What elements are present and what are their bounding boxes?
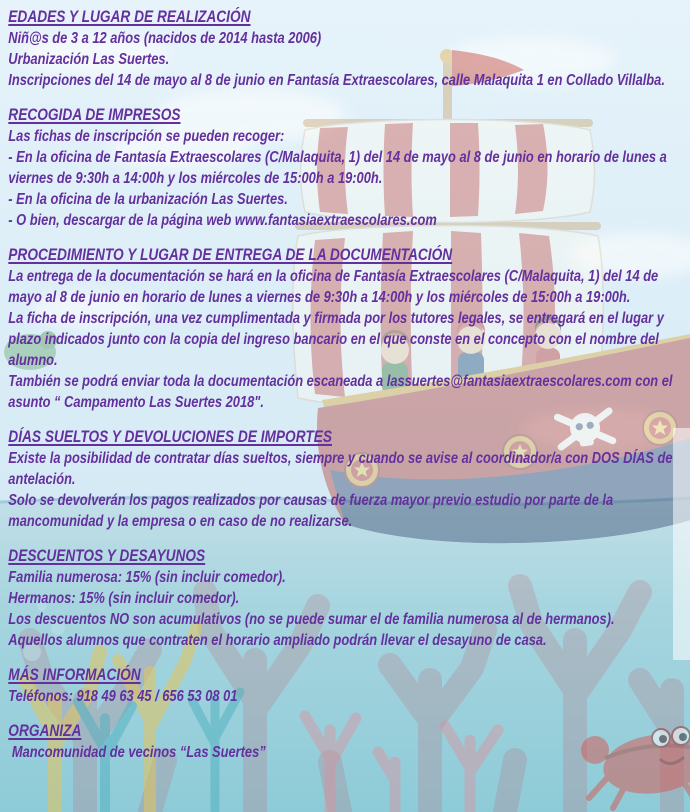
list-item: - En la oficina de Fantasía Extraescolares (C/Malaquita, 1) del 14 de mayo al 8 de junio en horario de lunes a viernes de 9:30h a 14:00h y los miércoles de 15:00h a 19:00h. [8,149,671,187]
paragraph: Las fichas de inscripción se pueden recoger: [8,128,285,145]
section-heading: DESCUENTOS Y DESAYUNOS [8,547,206,565]
phone-numbers: Teléfonos: 918 49 63 45 / 656 53 08 01 [8,688,238,705]
section-heading: DÍAS SUELTOS Y DEVOLUCIONES DE IMPORTES [8,428,332,446]
section-heading: MÁS INFORMACIÓN [8,666,141,684]
paragraph: Existe la posibilidad de contratar días sueltos, siempre y cuando se avise al coordinador/a con DOS DÍAS de antelación. [8,450,677,488]
section-procedimiento-entrega [8,245,689,413]
section-dias-sueltos-devoluciones [8,427,689,532]
paragraph: Los descuentos NO son acumulativos (no se puede sumar el de familia numerosa al de hermanos). [8,611,615,628]
paragraph: Solo se devolverán los pagos realizados por causas de fuerza mayor previo estudio por parte de la mancomunidad y la empresa o en caso de no realizarse. [8,492,617,530]
organizer-name: Mancomunidad de vecinos “Las Suertes” [8,744,266,761]
paragraph: Hermanos: 15% (sin incluir comedor). [8,590,240,607]
paragraph: Aquellos alumnos que contraten el horario ampliado podrán llevar el desayuno de casa. [8,632,547,649]
list-item: - En la oficina de la urbanización Las Suertes. [8,191,288,208]
section-heading: PROCEDIMIENTO Y LUGAR DE ENTREGA DE LA DOCUMENTACIÓN [8,246,453,264]
list-item: - O bien, descargar de la página web www.fantasiaextraescolares.com [8,212,437,229]
section-organiza [8,721,689,763]
section-mas-informacion [8,665,689,707]
paragraph: Inscripciones del 14 de mayo al 8 de junio en Fantasía Extraescolares, calle Malaquita 1 en Collado Villalba. [8,72,665,89]
section-heading: EDADES Y LUGAR DE REALIZACIÓN [8,8,251,26]
paragraph: Niñ@s de 3 a 12 años (nacidos de 2014 hasta 2006) [8,30,322,47]
section-edades-y-lugar [8,7,689,91]
flyer-content [0,7,689,777]
paragraph: Familia numerosa: 15% (sin incluir comedor). [8,569,286,586]
paragraph: Urbanización Las Suertes. [8,51,170,68]
paragraph: La entrega de la documentación se hará en la oficina de Fantasía Extraescolares (C/Malaquita, 1) del 14 de mayo al 8 de junio en horario de lunes a viernes de 9:30h a 14:00h y los miércoles de 15:00h a 19:00h. [8,268,662,306]
paragraph: La ficha de inscripción, una vez cumplimentada y firmada por los tutores legales, se entregará en el lugar y plazo indicados junto con la copia del ingreso bancario en el que conste en el concepto con el nombre del alumno. [8,310,668,369]
section-heading: RECOGIDA DE IMPRESOS [8,106,181,124]
section-recogida-de-impresos [8,105,689,231]
section-heading: ORGANIZA [8,722,82,740]
section-descuentos-desayunos [8,546,689,651]
paragraph: También se podrá enviar toda la documentación escaneada a lassuertes@fantasiaextraescolares.com con el asunto “ Campamento Las Suertes 2018". [8,373,677,411]
